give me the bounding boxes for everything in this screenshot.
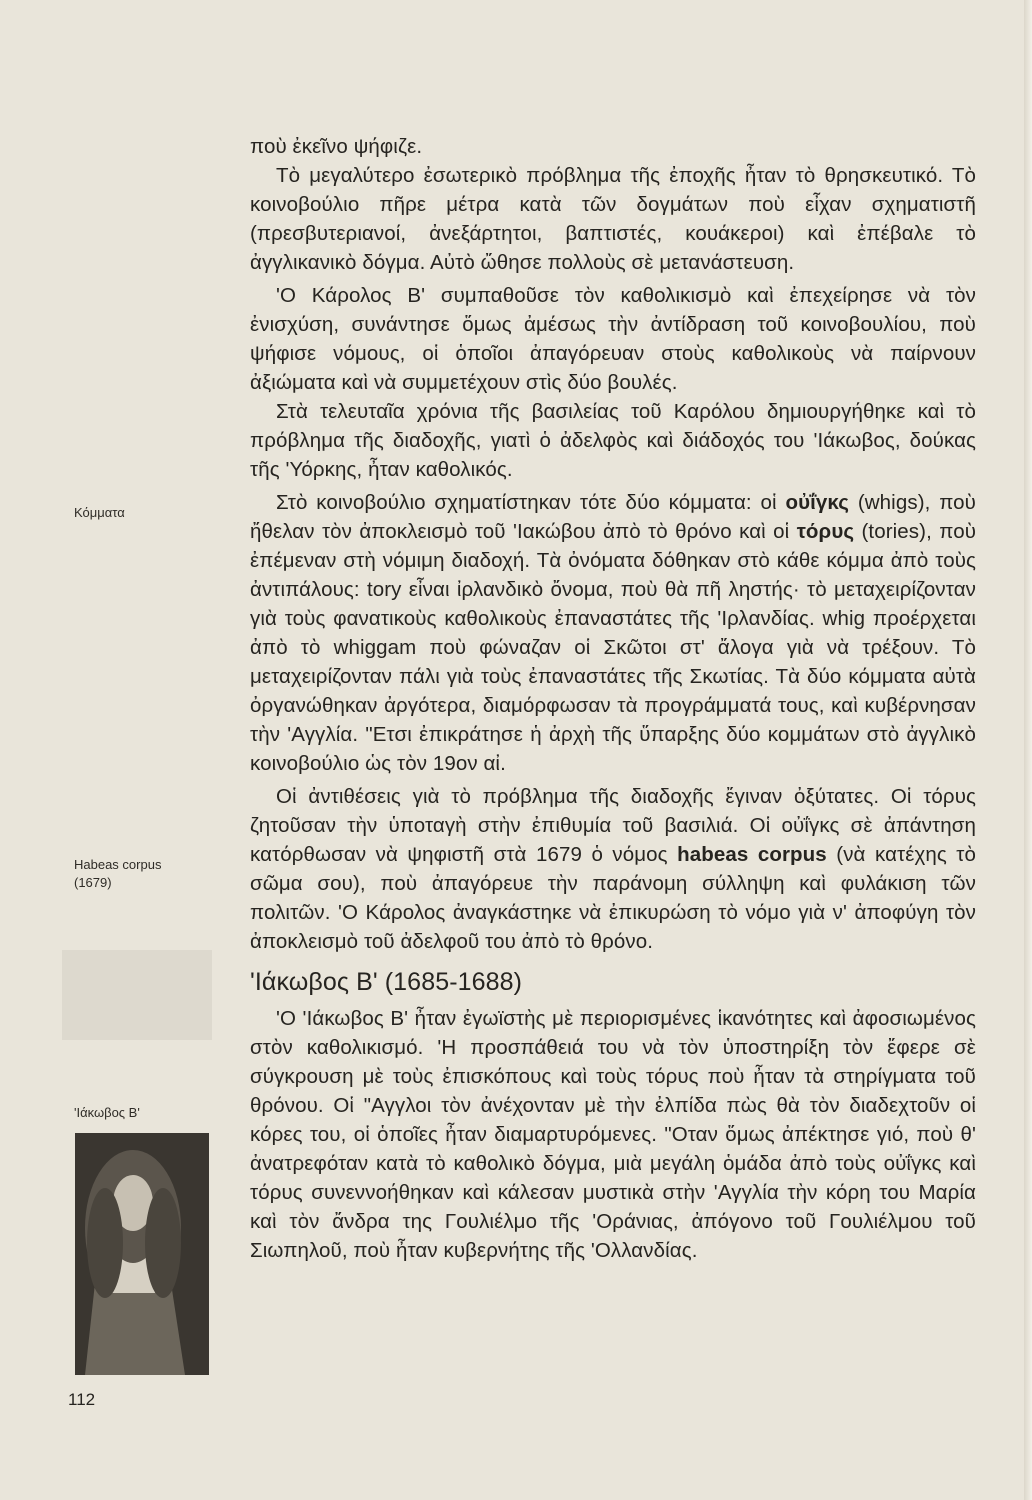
faded-background-image — [62, 950, 212, 1040]
paragraph-parties — [250, 488, 976, 778]
paragraph-habeas — [250, 782, 976, 956]
paragraph-2: 'Ο Κάρολος Β' συμπαθοῦσε τὸν καθολικισμὸ καὶ ἐπεχείρησε νὰ τὸν ἐνισχύση, συνάντησε ὅμως ἀμέσως τὴν ἀντίδραση τοῦ κοινοβουλίου, ποὺ ψήφισε νόμους, οἱ ὁποῖοι ἀπαγόρευαν στοὺς καθολικοὺς νὰ παίρνουν ἀξιώματα καὶ νὰ συμμετέχουν στὶς δύο βουλές. — [250, 284, 976, 394]
paragraph-1: Τὸ μεγαλύτερο ἐσωτερικὸ πρόβλημα τῆς ἐποχῆς ἦταν τὸ θρησκευτικό. Τὸ κοινοβούλιο πῆρε μέτρα κατὰ τῶν δογμάτων ποὺ εἶχαν σχηματιστῆ (πρεσβυτεριανοί, ἀνεξάρτητοι, βαπτιστές, κουάκεροι) καὶ ἐπέβαλε τὸ ἀγγλικανικὸ δόγμα. Αὐτὸ ὤθησε πολλοὺς σὲ μετανάστευση. — [250, 164, 976, 274]
paragraph-3: Στὰ τελευταῖα χρόνια τῆς βασιλείας τοῦ Καρόλου δημιουργήθηκε καὶ τὸ πρόβλημα τῆς διαδοχῆς, γιατὶ ὁ ἀδελφὸς καὶ διάδοχός του 'Ιάκωβος, δούκας τῆς 'Υόρκης, ἦταν καθολικός. — [250, 400, 976, 481]
margin-note-habeas-title: Habeas corpus — [74, 857, 162, 872]
margin-note-kommata: Κόμματα — [74, 505, 125, 520]
margin-note-habeas-corpus — [74, 856, 161, 892]
paragraph-iakovos: 'Ο 'Ιάκωβος Β' ἦταν ἐγωϊστὴς μὲ περιορισμένες ἱκανότητες καὶ ἀφοσιωμένος στὸν καθολικισμό. 'Η προσπάθειά του νὰ τὸν ὑποστηρίξη τὸν ἔφερε σὲ σύγκρουση μὲ τοὺς ἐπισκόπους καὶ τοὺς τόρυς ποὺ ἦταν τὰ στηρίγματα τοῦ θρόνου. Οἱ "Αγγλοι τὸν ἀνέχονταν μὲ τὴν ἐλπίδα πὼς θὰ τὸν διαδεχτοῦν οἱ κόρες του, οἱ ὁποῖες ἦταν διαμαρτυρόμενες. "Οταν ὅμως ἀπέκτησε γιό, ποὺ θ' ἀνατρεφόταν κατὰ τὸ καθολικὸ δόγμα, μιὰ μεγάλη ὁμάδα ἀπὸ τοὺς οὐΐγκς καὶ τόρυς συνεννοήθηκαν καὶ κάλεσαν μυστικὰ στὴν 'Αγγλία τὴν κόρη του Μαρία καὶ τὸν ἄνδρα της Γουλιέλμο τῆς 'Οράνιας, ἀπόγονο τοῦ Γουλιέλμου τοῦ Σιωπηλοῦ, ποὺ ἦταν κυβερνήτης τῆς 'Ολλανδίας. — [250, 1007, 976, 1262]
portrait-image — [75, 1133, 209, 1375]
text-span: Οἱ ἀντιθέσεις γιὰ τὸ πρόβλημα τῆς διαδοχῆς ἔγιναν ὀξύτατες. Οἱ τόρυς ζητοῦσαν τὴν ὑποταγὴ στὴν ἐπιθυμία τοῦ βασιλιά. Οἱ οὐΐγκς σὲ ἀπάντηση κατόρθωσαν νὰ ψηφιστῆ στὰ 1679 ὁ νόμος — [250, 785, 976, 866]
margin-note-habeas-year: (1679) — [74, 875, 112, 890]
term-habeas-corpus: habeas corpus — [677, 843, 827, 866]
text-span: (νὰ κατέχης τὸ σῶμα σου), ποὺ ἀπαγόρευε τὴν παράνομη σύλληψη καὶ φυλάκιση τῶν πολιτῶν. 'Ο Κάρολος ἀναγκάστηκε νὰ ἐπικυρώση τὸ νόμο γιὰ ν' ἀποφύγη τὸν ἀποκλεισμὸ τοῦ ἀδελφοῦ του ἀπὸ τὸ θρόνο. — [250, 843, 976, 953]
paragraph-0: ποὺ ἐκεῖνο ψήφιζε. — [250, 135, 423, 158]
text-span: (whigs), ποὺ ἤθελαν τὸν ἀποκλεισμὸ τοῦ 'Ιακώβου ἀπὸ τὸ θρόνο καὶ οἱ — [250, 491, 976, 543]
text-span: (tories), ποὺ ἐπέμεναν στὴ νόμιμη διαδοχή. Τὰ ὀνόματα δόθηκαν στὸ κάθε κόμμα ἀπὸ τοὺς ἀντιπάλους: tory εἶναι ἰρλανδικὸ ὄνομα, ποὺ θὰ πῆ ληστής· τὸ μεταχειρίζονταν γιὰ τοὺς φανατικοὺς καθολικοὺς ἐπαναστάτες τῆς 'Ιρλανδίας. whig προέρχεται ἀπὸ τὸ whiggam ποὺ φώναζαν οἱ Σκῶτοι στ' ἄλογα γιὰ νὰ τρέξουν. Τὸ μεταχειρίζονταν πάλι γιὰ τοὺς ἐπαναστάτες τῆς Σκωτίας. Τὰ δύο κόμματα αὐτὰ ὀργανώθηκαν ἀργότερα, διαμόρφωσαν τὰ προγράμματά τους, καὶ κυβέρνησαν τὴν 'Αγγλία. "Ετσι ἐπικράτησε ἡ ἀρχὴ τῆς ὕπαρξης δύο κομμάτων στὸ ἀγγλικὸ κοινοβούλιο ὡς τὸν 19ον αἰ. — [250, 520, 977, 775]
term-tories: τόρυς — [796, 520, 855, 543]
page-edge — [1024, 0, 1032, 1500]
main-text — [250, 132, 976, 1265]
term-whigs: οὐΐγκς — [785, 491, 850, 514]
section-heading: 'Ιάκωβος Β' (1685-1688) — [250, 968, 523, 996]
margin-note-iakovos: 'Ιάκωβος Β' — [74, 1105, 140, 1120]
text-span: Στὸ κοινοβούλιο σχηματίστηκαν τότε δύο κόμματα: οἱ — [276, 491, 786, 514]
page-number: 112 — [68, 1390, 96, 1409]
